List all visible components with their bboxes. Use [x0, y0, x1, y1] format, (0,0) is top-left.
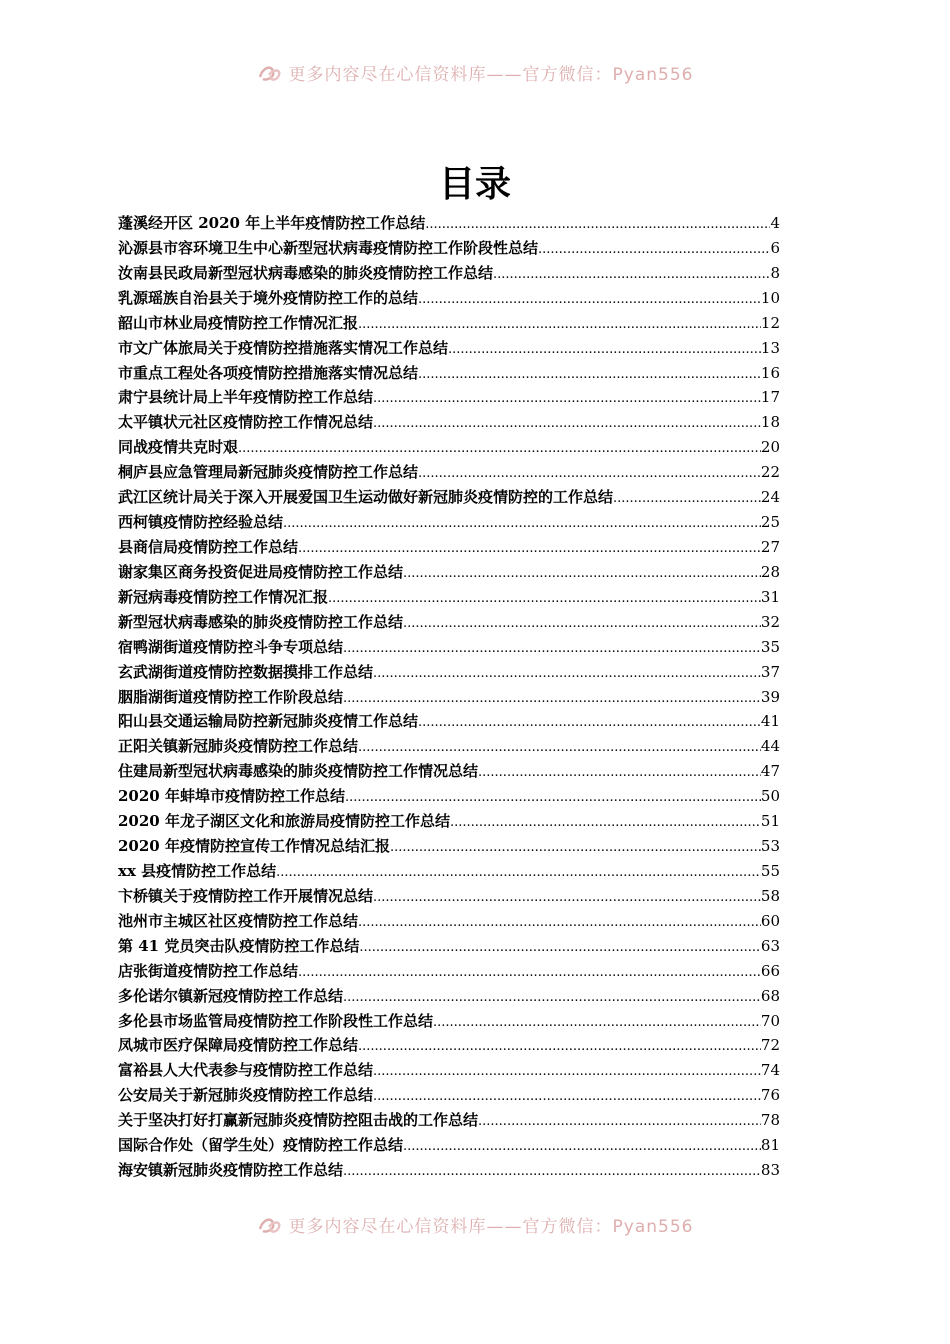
toc-entry[interactable] — [118, 311, 780, 336]
toc-entry-title: 韶山市林业局疫情防控工作情况汇报 — [118, 313, 359, 332]
toc-entry[interactable] — [118, 460, 780, 485]
toc-page-number: 4 — [770, 214, 780, 232]
toc-entry-title: 店张街道疫情防控工作总结 — [118, 961, 299, 980]
watermark-text: 更多内容尽在心信资料库——官方微信：Pyan556 — [288, 65, 694, 85]
toc-entry[interactable] — [118, 1108, 780, 1133]
toc-dot-leader — [418, 462, 761, 487]
toc-dot-leader — [373, 1060, 761, 1085]
toc-entry[interactable] — [118, 485, 780, 510]
toc-dot-leader — [373, 662, 761, 687]
toc-dot-leader — [373, 1085, 761, 1110]
toc-dot-leader — [538, 238, 770, 263]
toc-entry-title: 汝南县民政局新型冠状病毒感染的肺炎疫情防控工作总结 — [118, 263, 494, 282]
toc-entry-title: 胭脂湖街道疫情防控工作阶段总结 — [118, 687, 344, 706]
toc-entry[interactable] — [118, 859, 780, 884]
toc-dot-leader — [450, 811, 761, 836]
toc-entry[interactable] — [118, 1058, 780, 1083]
toc-dot-leader — [433, 1011, 761, 1036]
toc-page-number: 68 — [760, 986, 780, 1005]
toc-page-number: 66 — [760, 961, 780, 980]
toc-entry-title: 卞桥镇关于疫情防控工作开展情况总结 — [118, 886, 374, 905]
toc-entry[interactable] — [118, 385, 780, 410]
toc-page-number: 70 — [760, 1011, 780, 1030]
toc-entry-title: 2020 年蚌埠市疫情防控工作总结 — [118, 787, 345, 806]
toc-page-number: 83 — [760, 1161, 780, 1180]
toc-entry[interactable] — [118, 734, 780, 759]
watermark-bottom — [0, 1212, 950, 1237]
toc-entry-title: 阳山县交通运输局防控新冠肺炎疫情工作总结 — [118, 712, 419, 731]
toc-entry-title: 2020 年疫情防控宣传工作情况总结汇报 — [118, 837, 390, 856]
toc-entry-title: 多伦诺尔镇新冠疫情防控工作总结 — [118, 986, 344, 1005]
toc-page-number: 74 — [760, 1061, 780, 1080]
toc-entry[interactable] — [118, 585, 780, 610]
toc-page-number: 17 — [760, 388, 780, 407]
toc-entry-title: 关于坚决打好打赢新冠肺炎疫情防控阻击战的工作总结 — [118, 1111, 479, 1130]
toc-entry[interactable] — [118, 1083, 780, 1108]
watermark-top — [0, 60, 950, 85]
toc-entry-title: 公安局关于新冠肺炎疫情防控工作总结 — [118, 1086, 374, 1105]
toc-entry[interactable] — [118, 959, 780, 984]
toc-page-number: 63 — [760, 936, 780, 955]
toc-entry-title: 玄武湖街道疫情防控数据摸排工作总结 — [118, 662, 374, 681]
toc-page-number: 8 — [770, 263, 780, 282]
toc-dot-leader — [328, 587, 761, 612]
toc-page-number: 31 — [760, 587, 780, 606]
toc-dot-leader — [358, 736, 761, 761]
toc-page-number: 22 — [760, 463, 780, 482]
toc-page-number: 16 — [760, 363, 780, 382]
toc-entry-title: 新型冠状病毒感染的肺炎疫情防控工作总结 — [118, 612, 404, 631]
toc-dot-leader — [613, 487, 761, 512]
toc-entry[interactable] — [118, 1158, 780, 1183]
toc-page-number: 25 — [760, 513, 780, 532]
toc-dot-leader — [343, 986, 761, 1011]
toc-entry[interactable] — [118, 560, 780, 585]
toc-page-number: 44 — [760, 737, 780, 756]
toc-dot-leader — [493, 263, 770, 288]
toc-page-number: 35 — [760, 637, 780, 656]
toc-entry[interactable] — [118, 784, 780, 809]
toc-page-number: 50 — [760, 787, 780, 806]
toc-entry-title: 新冠病毒疫情防控工作情况汇报 — [118, 587, 329, 606]
toc-dot-leader — [418, 288, 761, 313]
toc-entry[interactable] — [118, 510, 780, 535]
watermark-logo-icon — [257, 63, 283, 83]
toc-page-number: 27 — [760, 537, 780, 556]
table-of-contents — [118, 211, 780, 1183]
toc-entry[interactable] — [118, 610, 780, 635]
toc-page-number: 39 — [760, 687, 780, 706]
toc-dot-leader — [478, 1110, 761, 1135]
toc-entry-title: 桐庐县应急管理局新冠肺炎疫情防控工作总结 — [118, 463, 419, 482]
toc-dot-leader — [448, 338, 761, 363]
toc-dot-leader — [283, 512, 761, 537]
toc-page-number: 32 — [760, 612, 780, 631]
toc-dot-leader — [358, 313, 761, 338]
toc-dot-leader — [403, 612, 761, 637]
toc-dot-leader — [390, 836, 761, 861]
toc-entry-title: 池州市主城区社区疫情防控工作总结 — [118, 911, 359, 930]
toc-entry[interactable] — [118, 884, 780, 909]
toc-entry[interactable] — [118, 934, 780, 959]
toc-dot-leader — [358, 1035, 761, 1060]
toc-dot-leader — [359, 936, 761, 961]
toc-entry-title: 乳源瑶族自治县关于境外疫情防控工作的总结 — [118, 288, 419, 307]
toc-entry[interactable] — [118, 1033, 780, 1058]
toc-dot-leader — [373, 412, 761, 437]
toc-page-number: 20 — [760, 438, 780, 457]
toc-dot-leader — [298, 961, 761, 986]
toc-entry[interactable] — [118, 984, 780, 1009]
toc-dot-leader — [418, 363, 761, 388]
toc-entry-title: 西柯镇疫情防控经验总结 — [118, 513, 284, 532]
toc-page-number: 47 — [760, 762, 780, 781]
watermark-text: 更多内容尽在心信资料库——官方微信：Pyan556 — [288, 1217, 694, 1237]
toc-dot-leader — [373, 387, 761, 412]
toc-entry[interactable] — [118, 361, 780, 386]
toc-dot-leader — [298, 537, 761, 562]
toc-entry[interactable] — [118, 410, 780, 435]
toc-entry[interactable] — [118, 336, 780, 361]
page-title: 目录 — [438, 163, 511, 205]
toc-page-number: 13 — [760, 338, 780, 357]
toc-page-number: 72 — [760, 1036, 780, 1055]
toc-page-number: 6 — [770, 238, 780, 257]
toc-entry-title: 市重点工程处各项疫情防控措施落实情况总结 — [118, 363, 419, 382]
toc-dot-leader — [343, 637, 761, 662]
toc-dot-leader — [418, 711, 761, 736]
toc-entry[interactable] — [118, 635, 780, 660]
toc-page-number: 41 — [760, 712, 780, 731]
toc-page-number: 12 — [760, 313, 780, 332]
toc-entry[interactable] — [118, 685, 780, 710]
toc-entry-title: 肃宁县统计局上半年疫情防控工作总结 — [118, 388, 374, 407]
toc-page-number: 81 — [760, 1136, 780, 1155]
toc-entry[interactable] — [118, 535, 780, 560]
toc-entry-title: 住建局新型冠状病毒感染的肺炎疫情防控工作情况总结 — [118, 762, 479, 781]
toc-entry-title: 蓬溪经开区 2020 年上半年疫情防控工作总结 — [118, 214, 426, 232]
toc-entry-title: 县商信局疫情防控工作总结 — [118, 537, 299, 556]
toc-page-number: 51 — [760, 812, 780, 831]
toc-entry[interactable] — [118, 834, 780, 859]
toc-entry[interactable] — [118, 261, 780, 286]
toc-entry-title: 武江区统计局关于深入开展爱国卫生运动做好新冠肺炎疫情防控的工作总结 — [118, 488, 614, 507]
toc-entry[interactable] — [118, 1133, 780, 1158]
toc-dot-leader — [403, 562, 761, 587]
toc-dot-leader — [425, 213, 770, 238]
toc-page-number: 28 — [760, 562, 780, 581]
toc-dot-leader — [343, 1160, 761, 1185]
toc-dot-leader — [373, 886, 761, 911]
toc-page-number: 58 — [760, 886, 780, 905]
toc-entry-title: 市文广体旅局关于疫情防控措施落实情况工作总结 — [118, 338, 449, 357]
toc-entry-title: xx 县疫情防控工作总结 — [118, 861, 277, 880]
toc-page-number: 24 — [760, 488, 780, 507]
toc-dot-leader — [403, 1135, 761, 1160]
toc-page-number: 10 — [760, 288, 780, 307]
toc-page-number: 55 — [760, 861, 780, 880]
toc-entry-title: 同战疫情共克时艰 — [118, 438, 239, 457]
toc-dot-leader — [276, 861, 761, 886]
toc-entry[interactable] — [118, 435, 780, 460]
toc-page-number: 18 — [760, 413, 780, 432]
toc-entry-title: 海安镇新冠肺炎疫情防控工作总结 — [118, 1161, 344, 1180]
toc-page-number: 53 — [760, 837, 780, 856]
toc-page-number: 78 — [760, 1111, 780, 1130]
toc-entry-title: 国际合作处（留学生处）疫情防控工作总结 — [118, 1136, 404, 1155]
toc-entry-title: 正阳关镇新冠肺炎疫情防控工作总结 — [118, 737, 359, 756]
toc-entry-title: 谢家集区商务投资促进局疫情防控工作总结 — [118, 562, 404, 581]
toc-page-number: 60 — [760, 911, 780, 930]
toc-entry[interactable] — [118, 1009, 780, 1034]
toc-page-number: 76 — [760, 1086, 780, 1105]
toc-page-number: 37 — [760, 662, 780, 681]
toc-entry[interactable] — [118, 236, 780, 261]
toc-entry[interactable] — [118, 660, 780, 685]
toc-entry-title: 第 41 党员突击队疫情防控工作总结 — [118, 936, 360, 955]
toc-entry[interactable] — [118, 909, 780, 934]
toc-entry-title: 太平镇状元社区疫情防控工作情况总结 — [118, 413, 374, 432]
toc-entry-title: 2020 年龙子湖区文化和旅游局疫情防控工作总结 — [118, 812, 450, 831]
toc-entry[interactable] — [118, 211, 780, 236]
toc-entry[interactable] — [118, 286, 780, 311]
watermark-logo-icon — [257, 1215, 283, 1235]
toc-entry-title: 凤城市医疗保障局疫情防控工作总结 — [118, 1036, 359, 1055]
toc-entry-title: 富裕县人大代表参与疫情防控工作总结 — [118, 1061, 374, 1080]
toc-dot-leader — [345, 786, 761, 811]
toc-entry-title: 多伦县市场监管局疫情防控工作阶段性工作总结 — [118, 1011, 434, 1030]
toc-entry-title: 宿鸭湖街道疫情防控斗争专项总结 — [118, 637, 344, 656]
toc-dot-leader — [358, 911, 761, 936]
toc-dot-leader — [478, 761, 761, 786]
toc-entry[interactable] — [118, 709, 780, 734]
toc-entry[interactable] — [118, 809, 780, 834]
toc-entry[interactable] — [118, 759, 780, 784]
toc-dot-leader — [238, 437, 761, 462]
toc-entry-title: 沁源县市容环境卫生中心新型冠状病毒疫情防控工作阶段性总结 — [118, 238, 539, 257]
toc-dot-leader — [343, 687, 761, 712]
